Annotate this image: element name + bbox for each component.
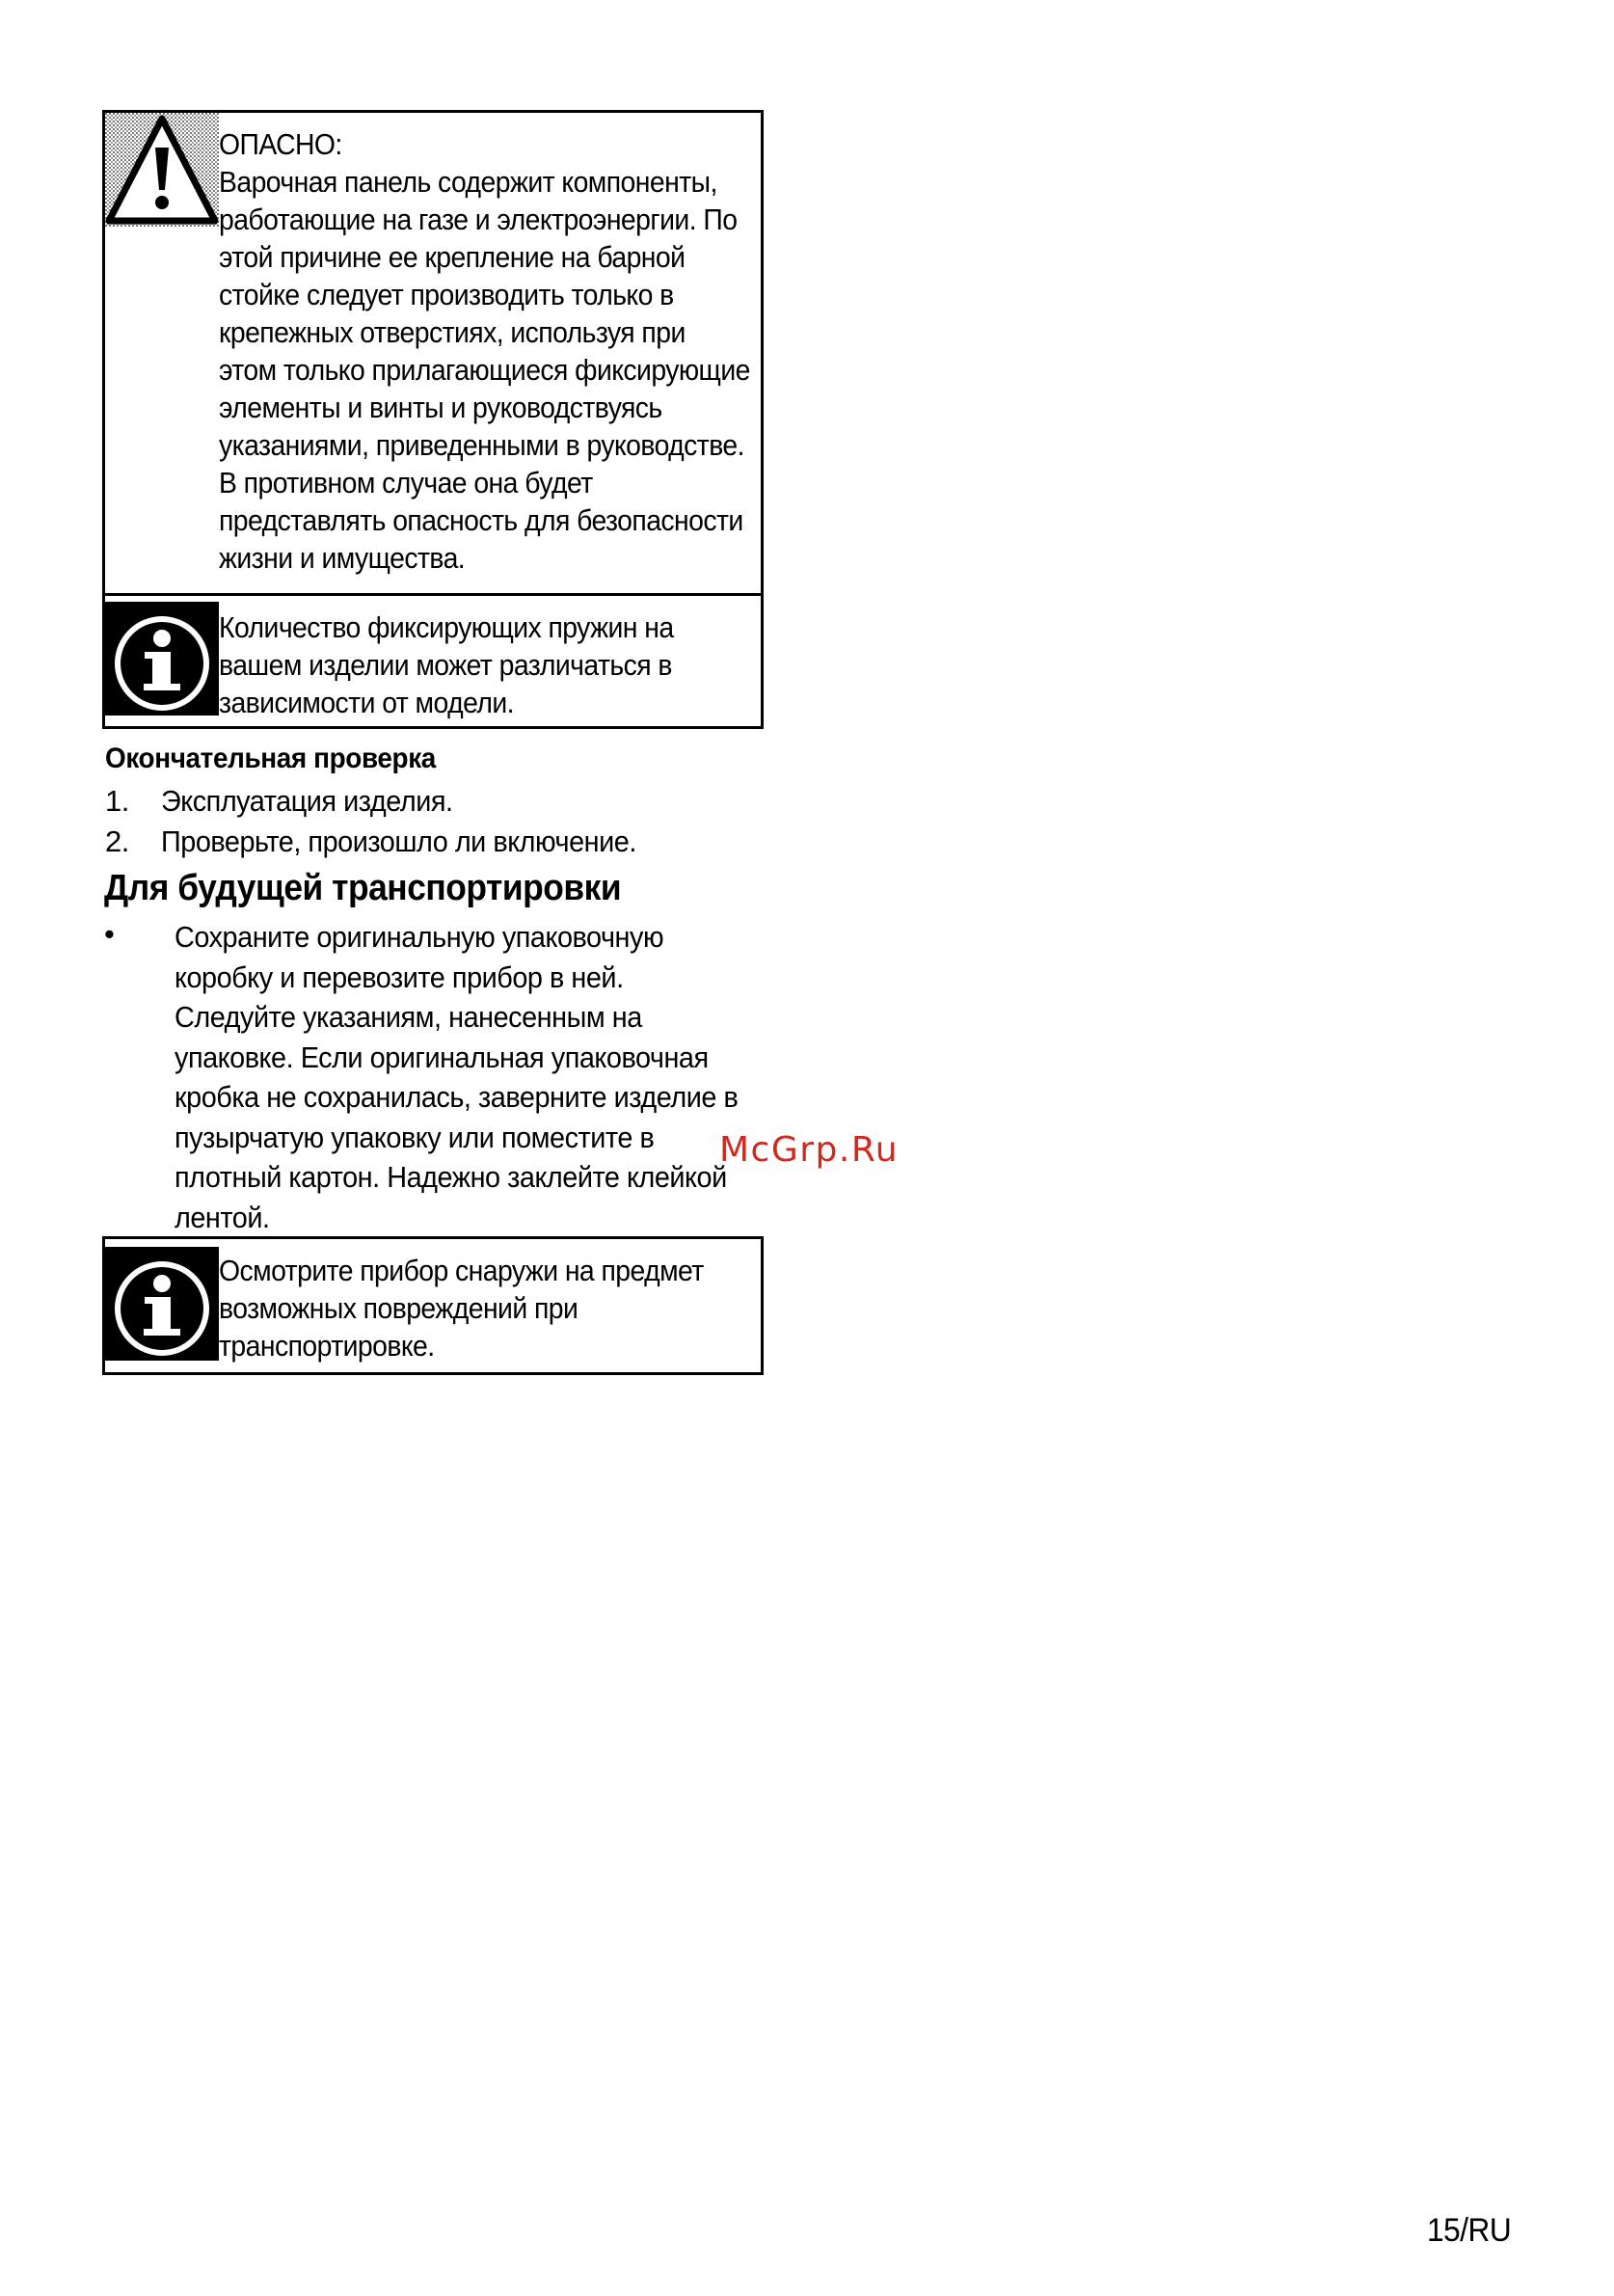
info-note-line: возможных повреждений при bbox=[219, 1292, 578, 1325]
info-note bbox=[105, 1239, 761, 1372]
transport-line: лентой. bbox=[175, 1200, 270, 1234]
danger-note-line: крепежных отверстиях, используя при bbox=[219, 316, 686, 349]
danger-note-title: ОПАСНО: bbox=[219, 128, 342, 161]
danger-note-line: жизни и имущества. bbox=[219, 542, 466, 575]
danger-note-line: представлять опасность для безопасности bbox=[219, 504, 743, 537]
list-item-text: Эксплуатация изделия. bbox=[161, 784, 453, 818]
list-item-number: 2. bbox=[105, 824, 129, 858]
page-number: 15/RU bbox=[1427, 2212, 1512, 2249]
transport-paragraph bbox=[175, 917, 738, 1237]
info-icon bbox=[105, 1247, 219, 1361]
danger-note-line: В противном случае она будет bbox=[219, 467, 593, 500]
info-note-text bbox=[219, 1239, 767, 1365]
transport-line: Следуйте указаниям, нанесенным на bbox=[175, 1000, 642, 1034]
danger-note-line: элементы и винты и руководствуясь bbox=[219, 392, 662, 424]
list-item-number: 1. bbox=[105, 784, 129, 818]
danger-note-line: указаниями, приведенными в руководстве. bbox=[219, 429, 744, 462]
watermark: McGrp.Ru bbox=[719, 1130, 900, 1170]
transport-line: коробку и перевозите прибор в ней. bbox=[175, 959, 624, 994]
info-note bbox=[105, 593, 761, 726]
warning-note-box bbox=[102, 110, 764, 729]
danger-note-line: Варочная панель содержит компоненты, bbox=[219, 166, 717, 199]
info-icon bbox=[105, 602, 219, 716]
info-note-line: Осмотрите прибор снаружи на предмет bbox=[219, 1255, 704, 1287]
transport-heading: Для будущей транспортировки bbox=[104, 868, 622, 908]
transport-line: Сохраните оригинальную упаковочную bbox=[175, 920, 664, 954]
danger-note-text bbox=[219, 113, 767, 578]
danger-note-line: стойке следует производить только в bbox=[219, 279, 674, 311]
danger-note bbox=[105, 113, 761, 593]
final-check-title: Окончательная проверка bbox=[105, 743, 436, 774]
danger-note-line: этом только прилагающиеся фиксирующие bbox=[219, 354, 750, 387]
bullet-icon: • bbox=[104, 917, 115, 951]
transport-line: плотный картон. Надежно заклейте клейкой bbox=[175, 1160, 727, 1194]
list-item-text: Проверьте, произошло ли включение. bbox=[161, 824, 636, 858]
info-note-line: вашем изделии может различаться в bbox=[219, 649, 672, 682]
info-note-line: Количество фиксирующих пружин на bbox=[219, 611, 674, 644]
warning-triangle-icon bbox=[105, 113, 219, 227]
danger-note-line: этой причине ее крепление на барной bbox=[219, 241, 686, 274]
info-note-box bbox=[102, 1236, 764, 1375]
transport-line: кробка не сохранилась, заверните изделие в bbox=[175, 1080, 739, 1114]
danger-note-line: работающие на газе и электроэнергии. По bbox=[219, 203, 738, 236]
info-note-line: транспортировке. bbox=[219, 1330, 435, 1363]
info-note-text bbox=[219, 596, 767, 722]
transport-line: пузырчатую упаковку или поместите в bbox=[175, 1120, 655, 1154]
transport-line: упаковке. Если оригинальная упаковочная bbox=[175, 1040, 709, 1074]
info-note-line: зависимости от модели. bbox=[219, 687, 514, 719]
